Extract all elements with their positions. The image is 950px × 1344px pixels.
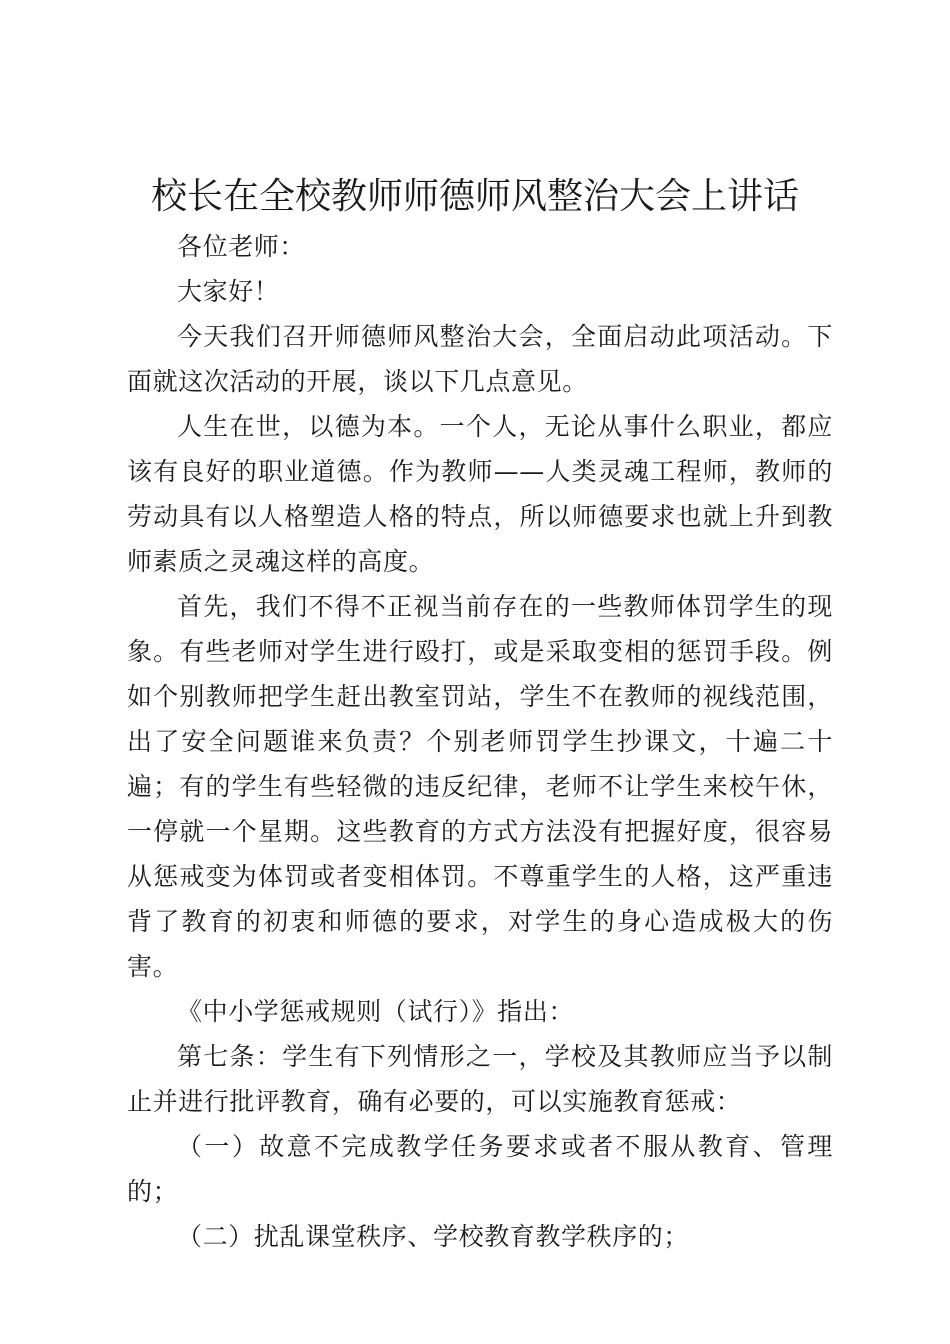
greeting: 大家好！: [177, 277, 280, 306]
paragraph-article-seven: 第七条：学生有下列情形之一，学校及其教师应当予以制止并进行批评教育，确有必要的，可以实施教育惩戒：: [127, 1042, 833, 1116]
paragraph-morality: 人生在世，以德为本。一个人，无论从事什么职业，都应该有良好的职业道德。作为教师——人类灵魂工程师，教师的劳动具有以人格塑造人格的特点，所以师德要求也就上升到教师素质之灵魂这样的高度。: [127, 412, 833, 576]
document-title: 校长在全校教师师德师风整治大会上讲话: [150, 176, 799, 217]
paragraph-punishment: 首先，我们不得不正视当前存在的一些教师体罚学生的现象。有些老师对学生进行殴打，或是采取变相的惩罚手段。例如个别教师把学生赶出教室罚站，学生不在教师的视线范围，出了安全问题谁来负责？个别老师罚学生抄课文，十遍二十遍；有的学生有些轻微的违反纪律，老师不让学生来校午休，一停就一个星期。这些教育的方式方法没有把握好度，很容易从惩戒变为体罚或者变相体罚。不尊重学生的人格，这严重违背了教育的初衷和师德的要求，对学生的身心造成极大的伤害。: [127, 592, 833, 981]
list-item-one: （一）故意不完成教学任务要求或者不服从教育、管理的；: [127, 1132, 833, 1206]
list-item-two: （二）扰乱课堂秩序、学校教育教学秩序的；: [177, 1222, 690, 1251]
salutation: 各位老师：: [177, 232, 306, 261]
document-body: [127, 224, 833, 1259]
paragraph-intro: 今天我们召开师德师风整治大会，全面启动此项活动。下面就这次活动的开展，谈以下几点意见。: [127, 322, 833, 396]
paragraph-rules-citation: 《中小学惩戒规则（试行）》指出：: [177, 997, 575, 1026]
